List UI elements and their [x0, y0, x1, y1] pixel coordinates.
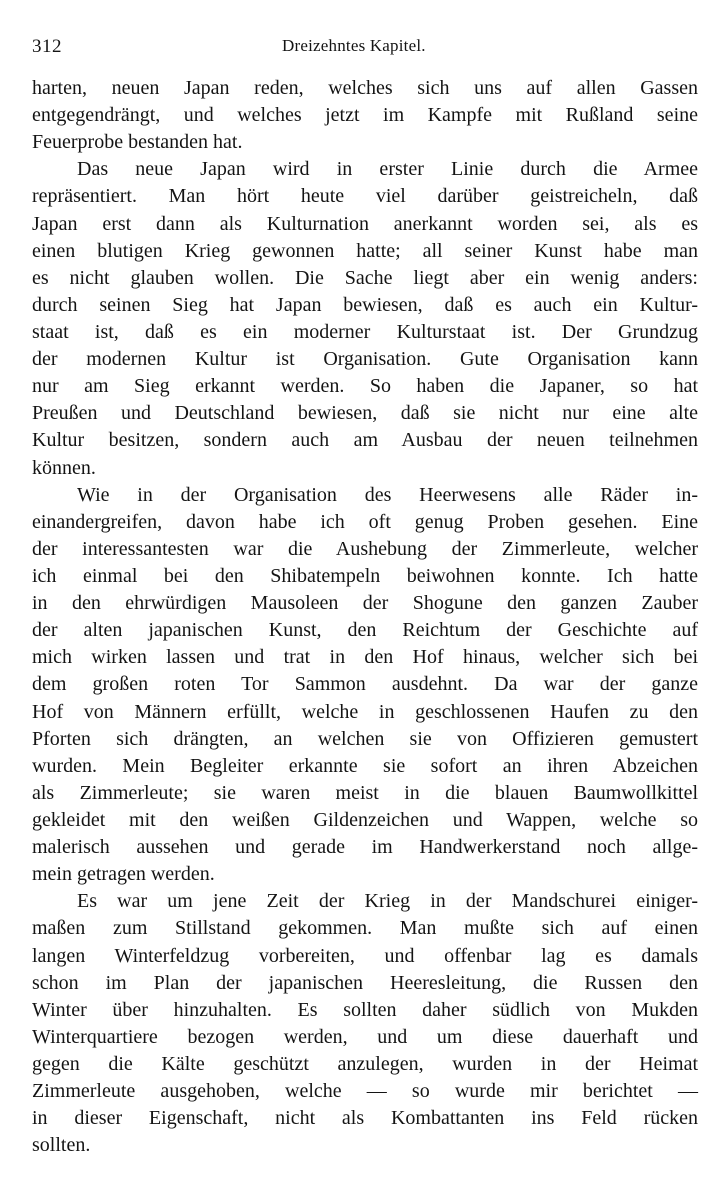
body-text: [32, 75, 698, 1159]
page-number: 312: [32, 36, 62, 57]
text-line: mein getragen werden.: [32, 863, 215, 886]
text-line: Es war um jene Zeit der Krieg in der Mandschurei einiger-: [77, 890, 698, 913]
text-line: Kultur besitzen, sondern auch am Ausbau der neuen teilnehmen: [32, 429, 698, 452]
text-line: dem großen roten Tor Sammon ausdehnt. Da war der ganze: [32, 673, 698, 696]
text-line: Japan erst dann als Kulturnation anerkannt worden sei, als es: [32, 212, 698, 235]
text-line: repräsentiert. Man hört heute viel darüber geistreicheln, daß: [32, 185, 698, 208]
text-line: harten, neuen Japan reden, welches sich uns auf allen Gassen: [32, 77, 698, 99]
text-line: Preußen und Deutschland bewiesen, daß sie nicht nur eine alte: [32, 402, 698, 425]
text-line: durch seinen Sieg hat Japan bewiesen, daß es auch ein Kultur-: [32, 293, 698, 316]
text-line: Winter über hinzuhalten. Es sollten daher südlich von Mukden: [32, 998, 698, 1021]
text-line: in den ehrwürdigen Mausoleen der Shogune den ganzen Zauber: [32, 592, 698, 615]
text-line: in dieser Eigenschaft, nicht als Kombattanten ins Feld rücken: [32, 1107, 698, 1130]
text-line: entgegendrängt, und welches jetzt im Kampfe mit Rußland seine: [32, 104, 698, 127]
text-line: ich einmal bei den Shibatempeln beiwohnen konnte. Ich hatte: [32, 564, 698, 587]
text-line: der interessantesten war die Aushebung der Zimmerleute, welcher: [32, 537, 698, 560]
text-line: können.: [32, 456, 96, 479]
text-line: schon im Plan der japanischen Heeresleitung, die Russen den: [32, 971, 698, 994]
text-line: wurden. Mein Begleiter erkannte sie sofort an ihren Abzeichen: [32, 754, 698, 777]
text-line: malerisch aussehen und gerade im Handwerkerstand noch allge-: [32, 836, 698, 859]
text-line: es nicht glauben wollen. Die Sache liegt aber ein wenig anders:: [32, 266, 698, 289]
text-line: Zimmerleute ausgehoben, welche — so wurde mir berichtet —: [32, 1080, 698, 1103]
text-line: Feuerprobe bestanden hat.: [32, 131, 243, 154]
text-line: der alten japanischen Kunst, den Reichtum der Geschichte auf: [32, 619, 698, 642]
text-line: einandergreifen, davon habe ich oft genug Proben gesehen. Eine: [32, 510, 698, 533]
text-line: sollten.: [32, 1134, 91, 1157]
text-line: Winterquartiere bezogen werden, und um diese dauerhaft und: [32, 1025, 698, 1048]
text-line: gekleidet mit den weißen Gildenzeichen und Wappen, welche so: [32, 808, 698, 831]
text-line: als Zimmerleute; sie waren meist in die blauen Baumwollkittel: [32, 781, 698, 804]
text-line: Wie in der Organisation des Heerwesens alle Räder in-: [77, 483, 698, 506]
text-line: maßen zum Stillstand gekommen. Man mußte sich auf einen: [32, 917, 698, 940]
text-line: Hof von Männern erfüllt, welche in geschlossenen Haufen zu den: [32, 700, 698, 723]
text-line: Pforten sich drängten, an welchen sie von Offizieren gemustert: [32, 727, 698, 750]
text-line: einen blutigen Krieg gewonnen hatte; all seiner Kunst habe man: [32, 239, 698, 262]
text-line: Das neue Japan wird in erster Linie durch die Armee: [77, 158, 698, 181]
text-line: mich wirken lassen und trat in den Hof hinaus, welcher sich bei: [32, 646, 698, 669]
text-line: staat ist, daß es ein moderner Kulturstaat ist. Der Grundzug: [32, 320, 698, 343]
text-line: gegen die Kälte geschützt anzulegen, wurden in der Heimat: [32, 1052, 698, 1075]
text-line: langen Winterfeldzug vorbereiten, und offenbar lag es damals: [32, 944, 698, 967]
text-line: der modernen Kultur ist Organisation. Gute Organisation kann: [32, 348, 698, 371]
text-line: nur am Sieg erkannt werden. So haben die Japaner, so hat: [32, 375, 698, 398]
running-head: Dreizehntes Kapitel.: [282, 36, 426, 55]
page-header: [32, 36, 702, 62]
